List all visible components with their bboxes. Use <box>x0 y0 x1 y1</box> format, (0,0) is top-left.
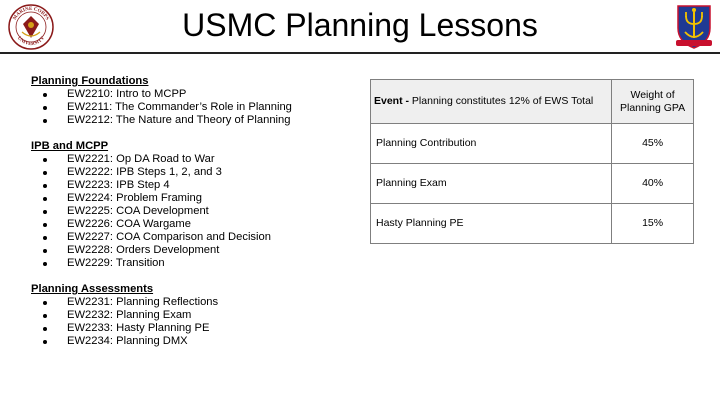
list-item: EW2231: Planning Reflections <box>31 296 351 309</box>
grade-weights-table <box>370 79 694 244</box>
seal-text-bottom: UNIVERSITY <box>15 35 47 48</box>
list-item: EW2223: IPB Step 4 <box>31 179 351 192</box>
list-item: EW2232: Planning Exam <box>31 309 351 322</box>
page-title: USMC Planning Lessons <box>182 7 538 43</box>
event-cell: Planning Exam <box>371 164 612 204</box>
list-item: EW2233: Hasty Planning PE <box>31 322 351 335</box>
table-row <box>371 164 694 204</box>
list-item: EW2228: Orders Development <box>31 244 351 257</box>
section-heading: IPB and MCPP <box>31 140 109 152</box>
section-heading: Planning Foundations <box>31 75 149 87</box>
section-planning-foundations <box>31 75 351 127</box>
list-item: EW2226: COA Wargame <box>31 218 351 231</box>
list-item: EW2225: COA Development <box>31 205 351 218</box>
list-item: EW2229: Transition <box>31 257 351 270</box>
anchor-trident-crest-icon <box>674 2 714 50</box>
section-planning-assessments <box>31 283 351 348</box>
section-ipb-and-mcpp <box>31 140 351 270</box>
list-item: EW2221: Op DA Road to War <box>31 153 351 166</box>
weight-cell: 15% <box>612 204 694 244</box>
lesson-list <box>31 296 351 348</box>
table-row <box>371 124 694 164</box>
list-item: EW2212: The Nature and Theory of Planning <box>31 114 351 127</box>
event-header-bold: Event - <box>374 95 410 108</box>
list-item: EW2210: Intro to MCPP <box>31 88 351 101</box>
event-cell: Hasty Planning PE <box>371 204 612 244</box>
list-item: EW2227: COA Comparison and Decision <box>31 231 351 244</box>
slide-header <box>0 0 720 53</box>
table-header-row <box>371 80 694 124</box>
lesson-sections <box>31 75 351 361</box>
seal-text-top: MARINE CORPS <box>12 6 50 22</box>
list-item: EW2222: IPB Steps 1, 2, and 3 <box>31 166 351 179</box>
weight-cell: 45% <box>612 124 694 164</box>
event-cell: Planning Contribution <box>371 124 612 164</box>
list-item: EW2234: Planning DMX <box>31 335 351 348</box>
list-item: EW2211: The Commander’s Role in Planning <box>31 101 351 114</box>
table-row <box>371 204 694 244</box>
weight-cell: 40% <box>612 164 694 204</box>
weight-column-header: Weight of Planning GPA <box>612 80 694 124</box>
event-column-header <box>371 80 612 124</box>
header-divider <box>0 52 720 54</box>
list-item: EW2224: Problem Framing <box>31 192 351 205</box>
section-heading: Planning Assessments <box>31 283 154 295</box>
event-header-text: Planning constitutes 12% of EWS Total <box>409 95 594 108</box>
lesson-list <box>31 153 351 270</box>
lesson-list <box>31 88 351 127</box>
